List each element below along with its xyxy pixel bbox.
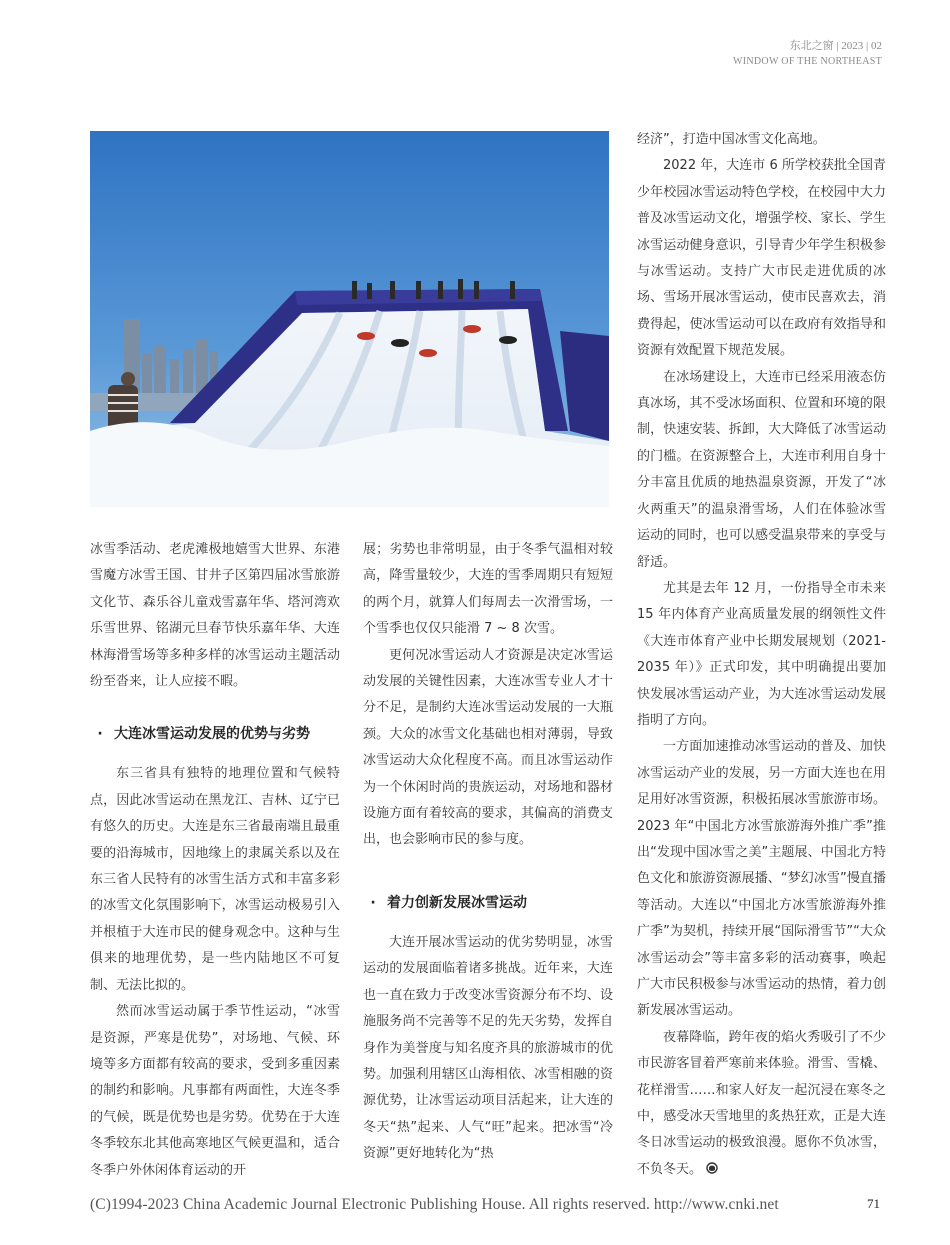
col1-paragraph-2: 东三省具有独特的地理位置和气候特点，因此冰雪运动在黑龙江、吉林、辽宁已有悠久的历史。大连是东三省最南端且最重要的沿海城市，因地缘上的隶属关系以及在东三省人民特有的冰雪生活方式和丰富多彩的冰雪文化氛围影响下，冰雪运动极易引入并根植于大连市民的健身观念中。这种与生俱来的地理优势，是一些内陆地区不可复制、无法比拟的。 xyxy=(90,766,340,993)
col2-paragraph-3: 大连开展冰雪运动的优劣势明显，冰雪运动的发展面临着诸多挑战。近年来，大连也一直在致力于改变冰雪资源分布不均、设施服务尚不完善等不足的先天劣势，发挥自身作为美誉度与知名度齐具的旅游城市的优势。加强利用辖区山海相依、冰雪相融的资源优势，让冰雪运动项目活起来，让大连的冬天“热”起来、人气“旺”起来。把冰雪“冷资源”更好地转化为“热 xyxy=(363,934,613,1162)
copyright-footer: (C)1994-2023 China Academic Journal Electronic Publishing House. All rights reserved. http://www.cnki.net xyxy=(90,1196,779,1213)
col3-paragraph-2: 2022 年，大连市 6 所学校获批全国青少年校园冰雪运动特色学校，在校园中大力普及冰雪运动文化，增强学校、家长、学生冰雪运动健身意识，引导青少年学生积极参与冰雪运动。支持广大市民走进优质的冰场、雪场开展冰雪运动，使市民喜欢去，消费得起，使冰雪运动可以在政府有效指导和资源有效配置下规范发展。 xyxy=(637,158,886,359)
col2-paragraph-2: 更何况冰雪运动人才资源是决定冰雪运动发展的关键性因素，大连冰雪专业人才十分不足，是制约大连冰雪运动发展的一大瓶颈。大众的冰雪文化基础也相对薄弱，导致冰雪运动大众化程度不高。而且冰雪运动作为一个休闲时尚的贵族运动，对场地和器材设施方面有着较高的要求，其偏高的消费支出，也会影响市民的参与度。 xyxy=(363,647,613,848)
col3-paragraph-6-text: 夜幕降临，跨年夜的焰火秀吸引了不少市民游客冒着严寒前来体验。滑雪、雪橇、花样滑雪……和家人好友一起沉浸在寒冬之中，感受冰天雪地里的炙热狂欢，正是大连冬日冰雪运动的极致浪漫。愿你不负冰雪，不负冬天。 xyxy=(637,1029,886,1177)
col1-heading-text: 大连冰雪运动发展的优势与劣势 xyxy=(114,726,310,743)
running-header xyxy=(733,38,882,70)
snow-tubing-photo xyxy=(90,131,609,507)
col2-paragraph-1: 展；劣势也非常明显，由于冬季气温相对较高，降雪量较少，大连的雪季周期只有短短的两个月，就算人们每周去一次滑雪场，一个雪季也仅仅只能滑 7 ~ 8 次雪。 xyxy=(363,542,613,637)
col3-paragraph-6 xyxy=(637,1025,886,1183)
col3-paragraph-1: 经济”，打造中国冰雪文化高地。 xyxy=(637,132,826,147)
article-end-icon xyxy=(706,1162,718,1174)
header-journal-info: 东北之窗 | 2023 | 02 xyxy=(789,40,882,52)
header-journal-name-en: WINDOW OF THE NORTHEAST xyxy=(733,56,882,67)
column-2 xyxy=(363,537,613,1168)
col3-paragraph-5: 一方面加速推动冰雪运动的普及、加快冰雪运动产业的发展，另一方面大连也在用足用好冰雪资源，积极拓展冰雪旅游市场。2023 年“中国北方冰雪旅游海外推广季”推出“发现中国冰雪之美”主题展、中国北方特色文化和旅游资源展播、“梦幻冰雪”慢直播等活动。大连以“中国北方冰雪旅游海外推广季”为契机，持续开展“国际滑雪节”“大众冰雪运动会”等丰富多彩的活动赛事，唤起广大市民积极参与冰雪运动的热情，着力创新发展冰雪运动。 xyxy=(637,739,886,1019)
col1-section-heading: · 大连冰雪运动发展的优势与劣势 xyxy=(97,726,310,743)
column-1 xyxy=(90,537,340,1184)
col1-paragraph-1: 冰雪季活动、老虎滩极地嬉雪大世界、东港雪魔方冰雪王国、甘井子区第四届冰雪旅游文化节、森乐谷儿童戏雪嘉年华、塔河湾欢乐雪世界、铭湖元旦春节快乐嘉年华、大连林海滑雪场等多种多样的冰雪运动主题活动纷至沓来，让人应接不暇。 xyxy=(90,542,340,690)
page-number: 71 xyxy=(867,1196,880,1211)
col2-section-heading: · 着力创新发展冰雪运动 xyxy=(370,894,527,911)
col1-paragraph-3: 然而冰雪运动属于季节性运动，“冰雪是资源，严寒是优势”，对场地、气候、环境等多方面都有较高的要求，受到多重因素的制约和影响。凡事都有两面性，大连冬季的气候，既是优势也是劣势。优势在于大连冬季较东北其他高寒地区气候更温和，适合冬季户外休闲体育运动的开 xyxy=(90,1004,340,1178)
col2-heading-text: 着力创新发展冰雪运动 xyxy=(387,894,527,911)
column-3 xyxy=(637,127,886,1183)
col3-paragraph-3: 在冰场建设上，大连市已经采用液态仿真冰场，其不受冰场面积、位置和环境的限制，快速安装、拆卸，大大降低了冰雪运动的门槛。在资源整合上，大连市利用自身十分丰富且优质的地热温泉资源，开发了“冰火两重天”的温泉滑雪场，人们在体验冰雪运动的同时，也可以感受温泉带来的享受与舒适。 xyxy=(637,369,886,570)
snow-tubing-slide-photo-icon xyxy=(90,131,609,507)
col3-paragraph-4: 尤其是去年 12 月，一份指导全市未来 15 年内体育产业高质量发展的纲领性文件《大连市体育产业中长期发展规划（2021-2035 年）》正式印发，其中明确提出要加快发展冰雪运动产业，为大连冰雪运动发展指明了方向。 xyxy=(637,580,886,728)
